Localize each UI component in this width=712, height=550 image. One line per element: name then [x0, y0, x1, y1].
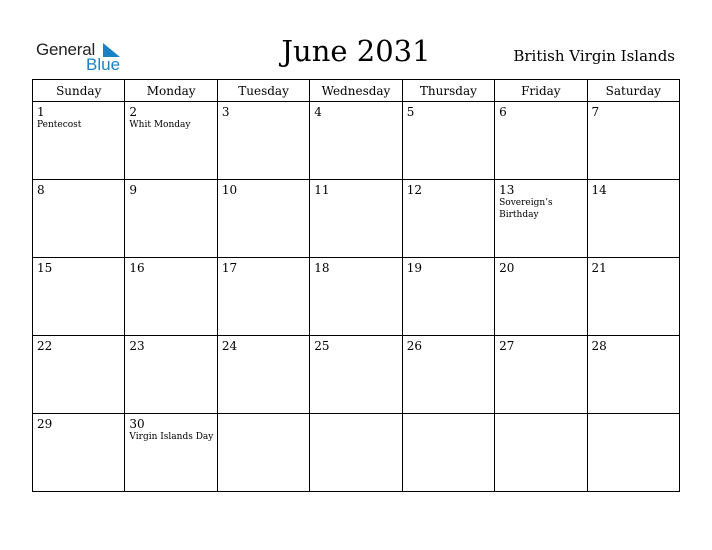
holiday-label: Pentecost: [37, 120, 82, 130]
holiday-label: Virgin Islands Day: [129, 432, 214, 442]
day-cell: [33, 180, 125, 258]
day-cell: [402, 102, 494, 180]
day-number: 4: [314, 105, 322, 119]
day-cell: [587, 102, 679, 180]
day-number: 3: [221, 105, 230, 119]
day-cell: [125, 258, 217, 336]
day-cell: [217, 102, 309, 180]
day-cell: [125, 180, 217, 258]
day-number: [403, 414, 494, 418]
day-number: 28: [591, 339, 607, 353]
day-cell: [402, 258, 494, 336]
day-number: [495, 414, 586, 418]
day-cell: [402, 336, 494, 414]
day-cell: [310, 180, 402, 258]
day-number: 2: [129, 105, 138, 119]
day-number: 7: [591, 105, 600, 119]
day-cell: [33, 414, 125, 492]
day-cell: [402, 180, 494, 258]
week-row: [33, 180, 680, 258]
day-number: 15: [37, 261, 53, 275]
week-row: [33, 336, 680, 414]
weekday-header: Saturday: [587, 80, 679, 102]
weekday-header-row: [33, 80, 680, 102]
day-number: 24: [221, 339, 238, 353]
day-number: [310, 414, 401, 418]
day-cell: [33, 258, 125, 336]
day-cell: [587, 258, 679, 336]
week-row: [33, 258, 680, 336]
weekday-header: Sunday: [33, 80, 125, 102]
day-number: [218, 414, 309, 418]
day-number: 29: [37, 417, 53, 431]
day-cell: [495, 102, 587, 180]
day-cell: [217, 414, 309, 492]
day-cell: [310, 414, 402, 492]
weekday-header: Monday: [125, 80, 217, 102]
weekday-header: Friday: [495, 80, 587, 102]
day-number: 11: [314, 183, 330, 197]
day-number: 26: [406, 339, 422, 353]
day-cell: [33, 336, 125, 414]
weekday-header: Thursday: [402, 80, 494, 102]
day-number: 6: [499, 105, 507, 119]
day-number: 1: [37, 105, 45, 119]
day-number: 9: [129, 183, 138, 197]
day-cell: [310, 258, 402, 336]
day-number: 5: [406, 105, 415, 119]
day-number: 23: [129, 339, 145, 353]
day-number: 10: [221, 183, 238, 197]
day-cell: [495, 180, 587, 258]
day-number: 25: [314, 339, 330, 353]
day-cell: [587, 180, 679, 258]
day-cell: [310, 336, 402, 414]
day-number: 17: [221, 261, 238, 275]
weekday-header: Wednesday: [310, 80, 402, 102]
day-number: 21: [591, 261, 607, 275]
day-number: 16: [129, 261, 145, 275]
region-name: British Virgin Islands: [513, 47, 675, 65]
calendar-grid: [32, 79, 680, 492]
day-number: 22: [37, 339, 53, 353]
day-cell: [402, 414, 494, 492]
holiday-label: Sovereign’s Birthday: [499, 198, 553, 220]
day-cell: [217, 336, 309, 414]
logo-text-blue: Blue: [86, 55, 121, 74]
weekday-header: Tuesday: [217, 80, 309, 102]
page-title: June 2031: [281, 34, 431, 68]
day-cell: [217, 258, 309, 336]
day-cell: [125, 336, 217, 414]
week-row: [33, 414, 680, 492]
day-cell: [587, 336, 679, 414]
day-cell: [495, 414, 587, 492]
day-number: 18: [314, 261, 330, 275]
day-number: 19: [406, 261, 422, 275]
logo-text-general: General: [36, 40, 96, 59]
day-number: [588, 414, 679, 418]
day-cell: [495, 258, 587, 336]
day-number: 12: [406, 183, 422, 197]
day-number: 13: [499, 183, 515, 197]
day-number: 27: [499, 339, 515, 353]
day-cell: [587, 414, 679, 492]
day-number: 30: [129, 417, 145, 431]
day-cell: [125, 414, 217, 492]
day-number: 14: [591, 183, 607, 197]
week-row: [33, 102, 680, 180]
day-number: 8: [37, 183, 45, 197]
day-number: 20: [499, 261, 515, 275]
day-cell: [33, 102, 125, 180]
day-cell: [125, 102, 217, 180]
day-cell: [310, 102, 402, 180]
day-cell: [217, 180, 309, 258]
day-cell: [495, 336, 587, 414]
holiday-label: Whit Monday: [129, 120, 191, 130]
